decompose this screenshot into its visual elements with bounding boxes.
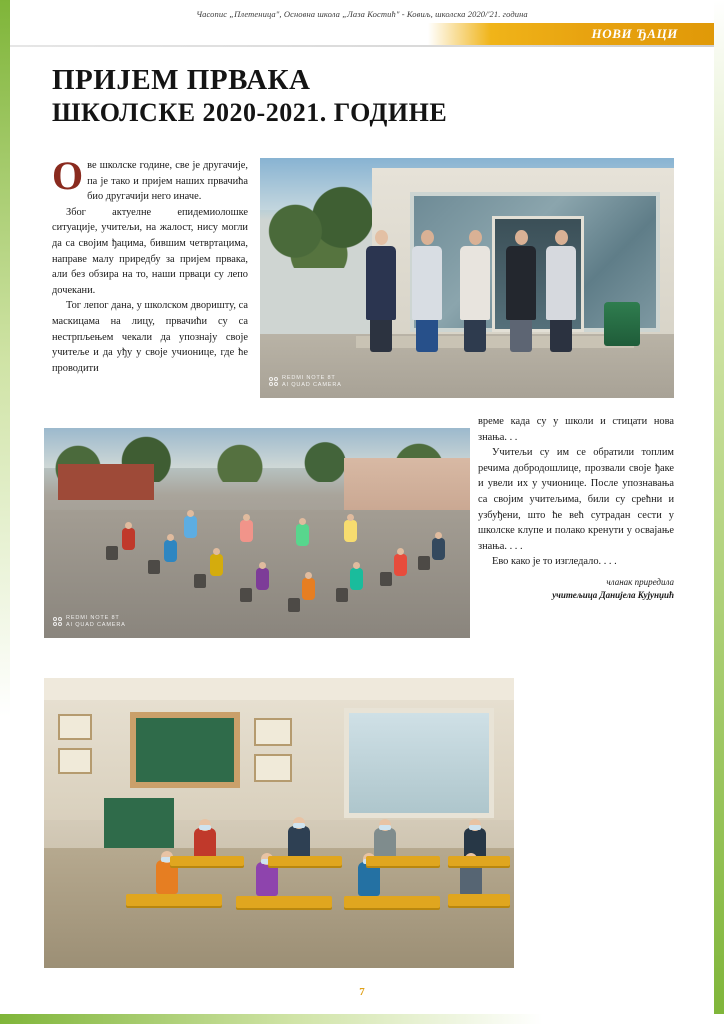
section-banner [428,23,714,45]
photo-child [256,568,269,590]
photo-child [184,516,197,538]
photo-chair [148,560,160,574]
article-signature [478,576,674,601]
photo-desk [170,856,244,866]
photo-wall-picture [58,714,92,740]
watermark-line-2: AI QUAD CAMERA [282,382,342,389]
photo-person [460,230,490,352]
paragraph [52,153,248,205]
photo-child [122,528,135,550]
photo-ceiling [44,678,514,700]
photo-child [240,520,253,542]
photo-chalkboard [130,712,240,788]
photo-classroom-first-graders [44,678,514,968]
banner-underline [10,45,714,47]
photo-chair [418,556,430,570]
photo-chair [336,588,348,602]
photo-trees [260,176,378,268]
signature-role: чланак приредила [606,577,674,588]
page-title-line-2: ШКОЛСКЕ 2020-2021. ГОДИНЕ [52,98,448,128]
photo-person [412,230,442,352]
watermark-line-1: REDMI NOTE 8T [66,615,120,622]
photo-wall-picture [254,754,292,782]
paragraph: Учитељи су им се обратили топлим речима добродошлице, прозвали своје ђаке и увели их у учионице. После упознавања са својим учитељима, били су срећни и узбуђени, што ће већ сутрадан сести у школске клупе и полако кренути у освајање знања. . . . [478,447,674,552]
photo-chair [288,598,300,612]
photo-desk [236,896,332,908]
photo-desk [344,896,440,908]
photo-child [344,520,357,542]
photo-teachers-in-front-of-school [260,158,674,398]
signature-author: учитељица Данијела Кујунџић [552,589,674,600]
photo-pupil [256,862,278,896]
photo-entrance-step [356,336,634,348]
camera-lens-icon [53,617,63,627]
paragraph: време када су у школи и стицати нова знања. . . [478,416,674,443]
photo-person [506,230,536,352]
photo-pupil [460,862,482,896]
decorative-bottom-border [0,1014,724,1024]
watermark-line-1: REDMI NOTE 8T [282,375,336,382]
article-right-column [478,414,674,601]
dropcap: О [52,153,84,198]
photo-child [432,538,445,560]
photo-pupil [358,862,380,896]
photo-wall-picture [254,718,292,746]
photo-red-roof-building [58,464,154,500]
photo-floor [44,848,514,968]
decorative-right-border [714,0,724,1024]
photo-child [302,578,315,600]
paragraph: Ево како је то изгледало. . . . [492,556,617,568]
photo-window [344,708,494,818]
photo-chair [240,588,252,602]
photo-child [296,524,309,546]
photo-desk [268,856,342,866]
photo-chair [194,574,206,588]
paragraph: Тог лепог дана, у школском дворишту, са маскицама на лицу, првачићи су са нестрпљењем чекали да упознају своје учитеље и да уђу у своје учионице, где ће проводити [52,300,248,374]
running-head: Часопис „Плетеница", Основна школа „Лаза Костић" - Ковиљ, школска 2020/'21. година [196,9,528,19]
photo-green-bin [604,302,640,346]
paragraph: Због актуелне епидемиолошке ситуације, учитељи, на жалост, нису могли да са својим ђацима, бившим четвртацима, направе малу приредбу за пријем првака, али без обзира на то, наши прваци су лепо дочекани. [52,206,248,296]
watermark-line-2: AI QUAD CAMERA [66,622,126,629]
photo-desk [126,894,222,906]
paragraph-text: ве школске године, све је другачије, па је тако и пријем наших првачића био другачији него иначе. [87,160,248,203]
photo-desk [448,894,510,906]
page-number: 7 [359,986,365,998]
photo-schoolyard-gathering [44,428,470,638]
photo-child [164,540,177,562]
decorative-left-border [0,0,10,1024]
section-banner-label: НОВИ ЂАЦИ [591,26,678,41]
photo-wall-picture [58,748,92,774]
camera-lens-icon [269,377,279,387]
photo-child [210,554,223,576]
camera-watermark [53,615,126,629]
page-title [52,64,672,129]
photo-chair [380,572,392,586]
photo-child [350,568,363,590]
photo-chair [106,546,118,560]
article-left-column [52,153,248,377]
photo-person [366,230,396,352]
photo-desk [366,856,440,866]
photo-child [394,554,407,576]
photo-person [546,230,576,352]
photo-pupil [288,826,310,860]
camera-watermark [269,375,342,389]
page-title-line-1: ПРИЈЕМ ПРВАКА [52,64,311,96]
photo-desk [448,856,510,866]
